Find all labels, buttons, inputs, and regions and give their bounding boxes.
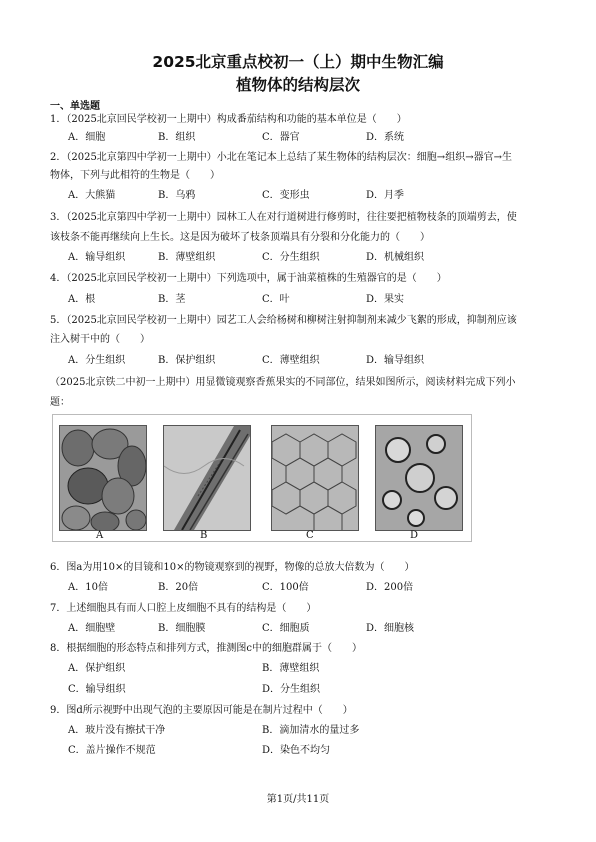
question-4-option-b: B．茎: [158, 294, 186, 305]
question-6-option-d: D．200倍: [366, 582, 414, 593]
micrograph-a: [59, 425, 147, 531]
question-2-stem-line1: 2．（2025北京第四中学初一上期中）小北在笔记本上总结了某生物体的结构层次：细胞→组织→器官→生: [50, 152, 512, 163]
question-9-option-a: A．玻片没有擦拭干净: [68, 725, 166, 736]
question-9-option-b: B．滴加清水的量过多: [262, 725, 360, 736]
micrograph-b: [163, 425, 251, 531]
question-3-option-d: D．机械组织: [366, 252, 425, 263]
figure-label-b: B: [200, 530, 208, 541]
question-1-option-a: A．细胞: [68, 132, 106, 143]
question-6-option-b: B．20倍: [158, 582, 199, 593]
section-heading: 一、单选题: [50, 101, 100, 112]
question-3-option-b: B．薄壁组织: [158, 252, 216, 263]
question-3-stem-line1: 3．（2025北京第四中学初一上期中）园林工人在对行道树进行修剪时，往往要把植物枝条的顶端剪去，使: [50, 212, 517, 223]
figure-label-a: A: [96, 530, 104, 541]
question-1-stem: 1．（2025北京回民学校初一上期中）构成番茄结构和功能的基本单位是（ ）: [50, 114, 407, 125]
question-8-stem: 8．根据细胞的形态特点和排列方式，推测图c中的细胞群属于（ ）: [50, 643, 362, 654]
question-4-option-d: D．果实: [366, 294, 405, 305]
question-1-option-b: B．组织: [158, 132, 196, 143]
figure-label-c: C: [306, 530, 314, 541]
question-3-stem-line2: 该枝条不能再继续向上生长。这是因为破坏了枝条顶端具有分裂和分化能力的（ ）: [50, 232, 430, 243]
question-2-option-d: D．月季: [366, 190, 405, 201]
question-7-option-b: B．细胞膜: [158, 623, 206, 634]
question-2-option-a: A．大熊猫: [68, 190, 116, 201]
question-8-option-b: B．薄壁组织: [262, 663, 320, 674]
question-9-option-c: C．盖片操作不规范: [68, 745, 156, 756]
document-title: 2025北京重点校初一（上）期中生物汇编: [152, 53, 444, 71]
question-4-stem: 4．（2025北京回民学校初一上期中）下列选项中，属于油菜植株的生殖器官的是（ ）: [50, 273, 447, 284]
page-footer: 第1页/共11页: [266, 794, 330, 805]
question-7-option-c: C．细胞质: [262, 623, 310, 634]
question-6-option-a: A．10倍: [68, 582, 108, 593]
document-subtitle: 植物体的结构层次: [235, 76, 360, 94]
question-1-option-d: D．系统: [366, 132, 405, 143]
question-9-stem: 9．图d所示视野中出现气泡的主要原因可能是在制片过程中（ ）: [50, 705, 353, 716]
question-6-option-c: C．100倍: [262, 582, 309, 593]
question-9-option-d: D．染色不均匀: [262, 745, 331, 756]
micrograph-c: [271, 425, 359, 531]
material-intro-line1: （2025北京铁二中初一上期中）用显微镜观察香蕉果实的不同部位，结果如图所示，阅读材料完成下列小: [50, 377, 516, 388]
question-4-option-a: A．根: [68, 294, 96, 305]
question-6-stem: 6．图a为用10×的目镜和10×的物镜观察到的视野，物像的总放大倍数为（ ）: [50, 562, 415, 573]
question-8-option-c: C．输导组织: [68, 684, 126, 695]
question-7-stem: 7．上述细胞具有而人口腔上皮细胞不具有的结构是（ ）: [50, 603, 317, 614]
question-3-option-c: C．分生组织: [262, 252, 320, 263]
question-7-option-d: D．细胞核: [366, 623, 415, 634]
question-5-option-c: C．薄壁组织: [262, 355, 320, 366]
question-2-stem-line2: 物体，下列与此相符的生物是（ ）: [50, 170, 220, 181]
material-intro-line2: 题：: [50, 397, 70, 408]
question-8-option-d: D．分生组织: [262, 684, 321, 695]
question-2-option-b: B．乌鸦: [158, 190, 196, 201]
micrograph-figure: [52, 414, 472, 542]
question-5-stem-line1: 5．（2025北京回民学校初一上期中）园艺工人会给杨树和柳树注射抑制剂来减少飞絮的形成，抑制剂应该: [50, 315, 517, 326]
question-8-option-a: A．保护组织: [68, 663, 126, 674]
question-4-option-c: C．叶: [262, 294, 290, 305]
question-7-option-a: A．细胞壁: [68, 623, 116, 634]
question-5-option-b: B．保护组织: [158, 355, 216, 366]
question-5-option-a: A．分生组织: [68, 355, 126, 366]
question-2-option-c: C．变形虫: [262, 190, 310, 201]
figure-label-d: D: [410, 530, 419, 541]
question-5-stem-line2: 注入树干中的（ ）: [50, 334, 150, 345]
micrograph-d: [375, 425, 463, 531]
question-1-option-c: C．器官: [262, 132, 300, 143]
question-3-option-a: A．输导组织: [68, 252, 126, 263]
question-5-option-d: D．输导组织: [366, 355, 425, 366]
